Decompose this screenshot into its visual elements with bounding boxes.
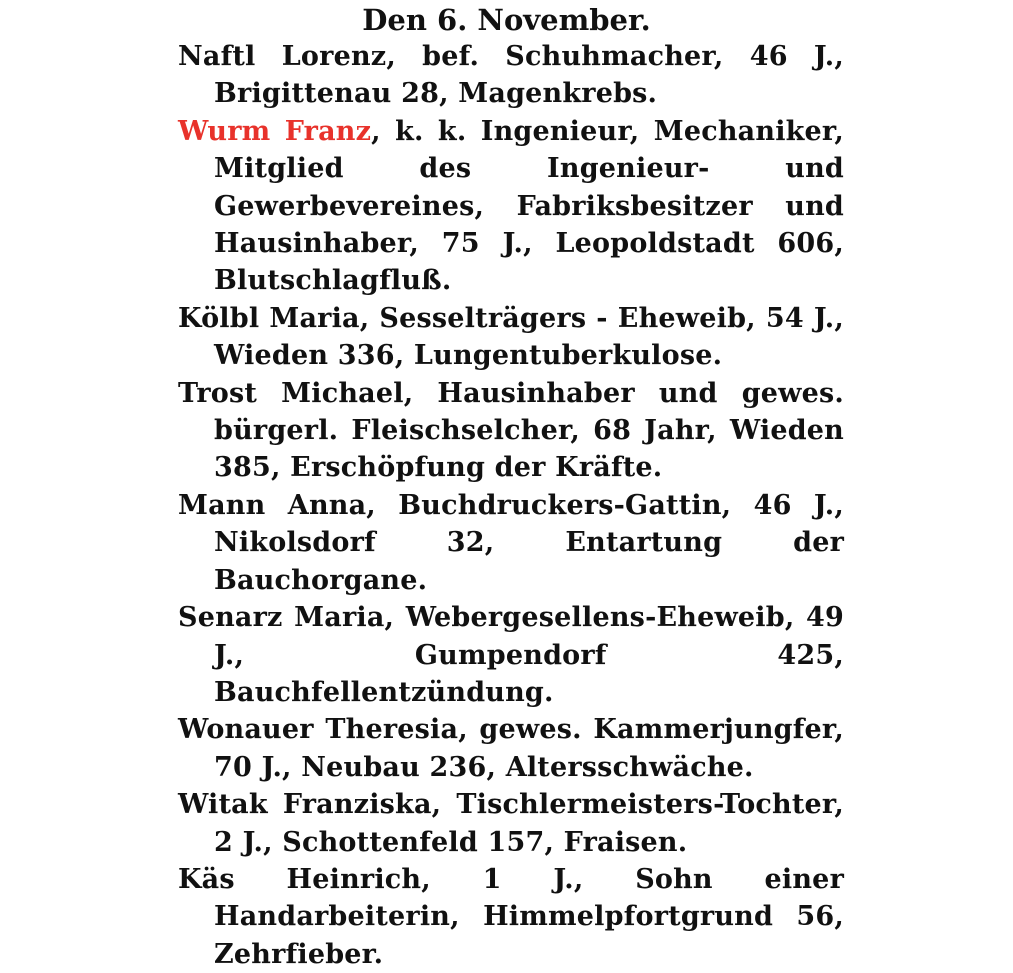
deceased-name: Senarz Maria xyxy=(178,602,385,634)
death-notice-entry xyxy=(178,861,844,973)
death-notice-entry-highlighted xyxy=(178,113,844,300)
death-notice-entry xyxy=(178,711,844,786)
deceased-name: Wonauer Theresia xyxy=(178,714,459,746)
entry-details: , Hausinhaber und gewes. bürgerl. Fleischselcher, 68 Jahr, Wieden 385, Erschöpfung der Kräfte. xyxy=(214,377,844,484)
deceased-name: Kölbl Maria xyxy=(178,302,360,334)
entry-details: , 1 J., Sohn einer Handarbeiterin, Himmelpfortgrund 56, Zehrfieber. xyxy=(214,863,844,970)
entry-details: , gewes. Kammerjungfer, 70 J., Neubau 236, Altersschwäche. xyxy=(214,714,844,783)
death-notice-entry xyxy=(178,487,844,599)
death-notice-entry xyxy=(178,599,844,711)
deceased-name: Trost Michael xyxy=(178,377,404,409)
deceased-name-highlighted: Wurm Franz xyxy=(178,115,372,147)
date-heading: Den 6. November. xyxy=(362,3,651,37)
entry-details: , Tischlermeisters-Tochter, 2 J., Schottenfeld 157, Fraisen. xyxy=(214,789,844,858)
death-notice-entry xyxy=(178,38,844,113)
entry-details: , k. k. Ingenieur, Mechaniker, Mitglied des Ingenieur- und Gewerbevereines, Fabriksbesitzer und Hausinhaber, 75 J., Leopoldstadt 606, Blutschlagfluß. xyxy=(214,115,844,297)
entry-details: , Webergesellens-Eheweib, 49 J., Gumpendorf 425, Bauchfellentzündung. xyxy=(214,602,844,708)
death-notice-entry xyxy=(178,786,844,861)
deceased-name: Käs Heinrich xyxy=(178,863,422,895)
entry-details: , Sesselträgers - Eheweib, 54 J., Wieden 336, Lungentuberkulose. xyxy=(214,302,844,372)
deceased-name: Naftl Lorenz xyxy=(178,41,387,72)
deceased-name: Mann Anna xyxy=(178,489,367,521)
entry-details: , Buchdruckers-Gattin, 46 J., Nikolsdorf 32, Entartung der Bauchorgane. xyxy=(214,489,844,596)
death-notice-entry xyxy=(178,300,844,375)
deceased-name: Witak Franziska xyxy=(178,789,432,821)
entry-details: , bef. Schuhmacher, 46 J., Brigittenau 28, Magenkrebs. xyxy=(214,41,844,110)
death-notice-entry xyxy=(178,375,844,487)
death-notices-list xyxy=(178,38,844,973)
